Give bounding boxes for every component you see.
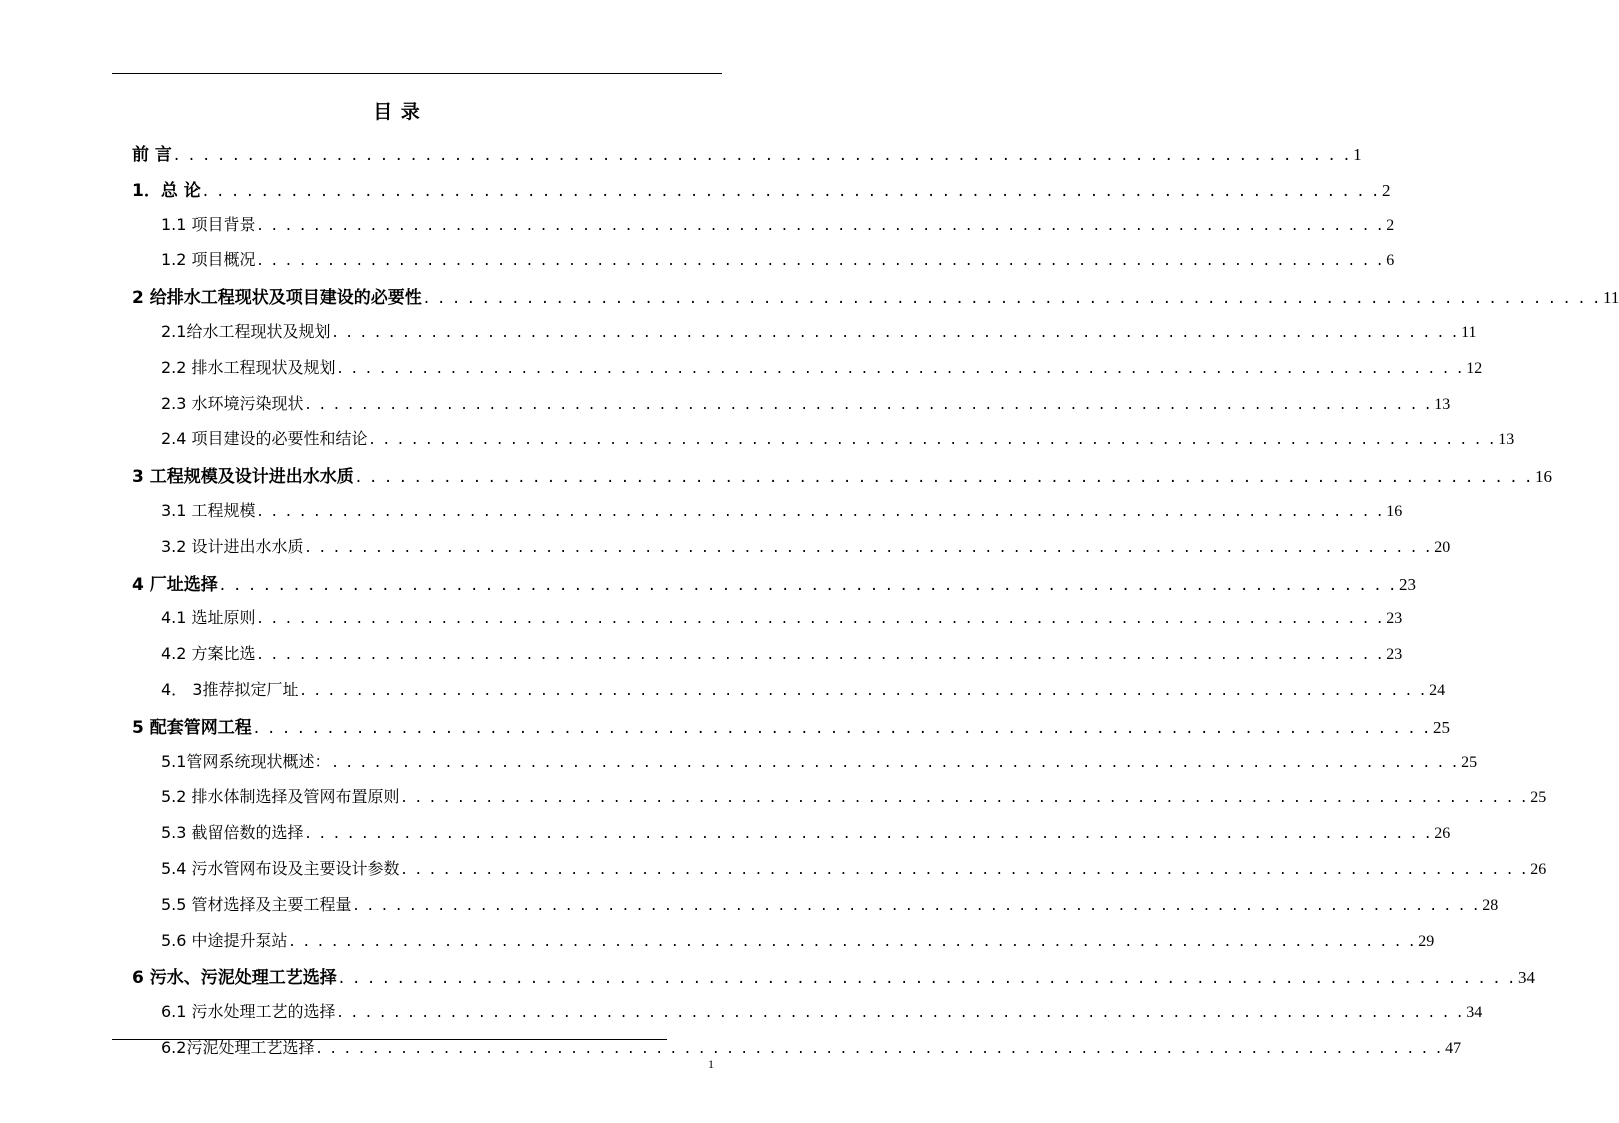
toc-entry[interactable] — [161, 677, 1446, 707]
toc-entry-label: 4 厂址选择 — [132, 574, 218, 595]
toc-entry-page: 13 — [1498, 431, 1515, 449]
toc-entry-label: 2.2 排水工程现状及规划 — [161, 357, 336, 377]
toc-entry-label: 1.2 项目概况 — [161, 250, 256, 270]
toc-entry-label: 4.1 选址原则 — [161, 608, 256, 628]
toc-entry-page: 2 — [1386, 216, 1395, 234]
toc-entry-label: 2.1给水工程现状及规划 — [161, 322, 331, 341]
toc-entry-label: 3 工程规模及设计进出水水质 — [132, 467, 354, 488]
toc-entry-page: 11 — [1602, 288, 1619, 308]
toc-entry-label: 5.3 截留倍数的选择 — [161, 823, 304, 843]
toc-entry-page: 23 — [1398, 574, 1416, 594]
toc-entry-page: 20 — [1434, 538, 1451, 556]
toc-leader-dots: . . . . . . . . . . . . . . . . . . . . . . . . . . . . . . . . . . . . . . . . . . . . . . . . . . . . . . . . . . . . . . . . . . . . . . . . . . . . . . . . — [305, 823, 1433, 843]
toc-leader-dots: . . . . . . . . . . . . . . . . . . . . . . . . . . . . . . . . . . . . . . . . . . . . . . . . . . . . . . . . . . . . . . . . . . . . . . . . . . . . . . . . — [316, 1038, 1444, 1057]
toc-entry-label: 6 污水、污泥处理工艺选择 — [132, 968, 337, 989]
toc-entry-page: 26 — [1530, 861, 1547, 878]
toc-entry-page: 29 — [1418, 932, 1435, 950]
toc-leader-dots: . . . . . . . . . . . . . . . . . . . . . . . . . . . . . . . . . . . . . . . . . . . . . . . . . . . . . . . . . . . . . . . . . . . . . . . . . . . . . . . . — [337, 357, 1465, 377]
toc-entry-page: 25 — [1461, 753, 1478, 771]
toc-entry-label: 5.6 中途提升泵站 — [161, 930, 288, 950]
toc-entry[interactable] — [132, 570, 1416, 600]
toc-entry[interactable] — [161, 212, 1395, 242]
footer-rule — [112, 1039, 667, 1040]
toc-entry[interactable] — [161, 355, 1483, 385]
toc-entry-label: 2 给排水工程现状及项目建设的必要性 — [132, 288, 422, 309]
toc-leader-dots: . . . . . . . . . . . . . . . . . . . . . . . . . . . . . . . . . . . . . . . . . . . . . . . . . . . . . . . . . . . . . . . . . . . . . . . . . . . . . . . . — [369, 429, 1497, 449]
toc-leader-dots: . . . . . . . . . . . . . . . . . . . . . . . . . . . . . . . . . . . . . . . . . . . . . . . . . . . . . . . . . . . . . . . . . . . . . . . . . . . . . . . . — [401, 859, 1529, 878]
toc-entry[interactable] — [161, 784, 1547, 814]
toc-entry-label: 4.2 方案比选 — [161, 644, 256, 664]
toc-entry-label: 5.1管网系统现状概述： — [161, 751, 331, 771]
toc-leader-dots: . . . . . . . . . . . . . . . . . . . . . . . . . . . . . . . . . . . . . . . . . . . . . . . . . . . . . . . . . . . . . . . . . . . . . . . . . . . . . . . . — [338, 968, 1516, 989]
toc-entry-page: 16 — [1386, 503, 1403, 520]
toc-leader-dots: . . . . . . . . . . . . . . . . . . . . . . . . . . . . . . . . . . . . . . . . . . . . . . . . . . . . . . . . . . . . . . . . . . . . . . . . . . . . . . . . — [219, 574, 1397, 595]
toc-entry-label: 2.3 水环境污染现状 — [161, 393, 304, 413]
toc-entry[interactable] — [132, 462, 1552, 492]
toc-leader-dots: . . . . . . . . . . . . . . . . . . . . . . . . . . . . . . . . . . . . . . . . . . . . . . . . . . . . . . . . . . . . . . . . . . . . . . . . . . . . . . . . — [337, 1002, 1465, 1022]
toc-entry[interactable] — [161, 856, 1547, 886]
toc-entry[interactable] — [161, 749, 1478, 779]
toc-entry-label: 6.1 污水处理工艺的选择 — [161, 1002, 336, 1022]
toc-entry[interactable] — [132, 713, 1450, 743]
toc-entry-label: 5.2 排水体制选择及管网布置原则 — [161, 787, 400, 807]
toc-entry[interactable] — [161, 534, 1451, 564]
toc-leader-dots: . . . . . . . . . . . . . . . . . . . . . . . . . . . . . . . . . . . . . . . . . . . . . . . . . . . . . . . . . . . . . . . . . . . . . . . . . . . . . . . . — [257, 214, 1385, 234]
toc-entry-label: 3.1 工程规模 — [161, 501, 256, 520]
toc-entry-page: 25 — [1432, 717, 1450, 737]
toc-entry-label: 前 言 — [132, 145, 172, 165]
toc-leader-dots: . . . . . . . . . . . . . . . . . . . . . . . . . . . . . . . . . . . . . . . . . . . . . . . . . . . . . . . . . . . . . . . . . . . . . . . . . . . . . . . . — [202, 180, 1380, 201]
toc-entry[interactable] — [161, 319, 1477, 349]
toc-entry[interactable] — [161, 641, 1403, 671]
toc-entry-label: 3.2 设计进出水水质 — [161, 536, 304, 556]
toc-entry-label: 5.4 污水管网布设及主要设计参数 — [161, 859, 400, 878]
toc-entry-page: 23 — [1386, 646, 1403, 664]
toc-entry-page: 34 — [1466, 1004, 1483, 1022]
toc-entry-page: 16 — [1534, 467, 1552, 487]
toc-entry-page: 47 — [1445, 1040, 1462, 1057]
toc-entry[interactable] — [161, 247, 1395, 277]
toc-entry[interactable] — [161, 892, 1499, 922]
toc-entry-page: 13 — [1434, 395, 1451, 413]
toc-entry-page: 23 — [1386, 610, 1403, 628]
toc-leader-dots: . . . . . . . . . . . . . . . . . . . . . . . . . . . . . . . . . . . . . . . . . . . . . . . . . . . . . . . . . . . . . . . . . . . . . . . . . . . . . . . . — [305, 536, 1433, 556]
toc-entry-page: 12 — [1466, 359, 1483, 377]
toc-entry-label: 5 配套管网工程 — [132, 717, 252, 738]
toc-entry-page: 25 — [1530, 789, 1547, 807]
toc-leader-dots: . . . . . . . . . . . . . . . . . . . . . . . . . . . . . . . . . . . . . . . . . . . . . . . . . . . . . . . . . . . . . . . . . . . . . . . . . . . . . . . . — [257, 644, 1385, 664]
toc-entry-page: 11 — [1461, 324, 1477, 341]
toc-entry-page: 6 — [1386, 252, 1395, 270]
toc-entry-page: 24 — [1429, 682, 1446, 699]
toc-entry[interactable] — [132, 140, 1362, 170]
toc-leader-dots: . . . . . . . . . . . . . . . . . . . . . . . . . . . . . . . . . . . . . . . . . . . . . . . . . . . . . . . . . . . . . . . . . . . . . . . . . . . . . . . . — [423, 288, 1601, 309]
toc-leader-dots: . . . . . . . . . . . . . . . . . . . . . . . . . . . . . . . . . . . . . . . . . . . . . . . . . . . . . . . . . . . . . . . . . . . . . . . . . . . . . . . . — [300, 680, 1428, 699]
toc-entry[interactable] — [161, 391, 1451, 421]
toc-leader-dots: . . . . . . . . . . . . . . . . . . . . . . . . . . . . . . . . . . . . . . . . . . . . . . . . . . . . . . . . . . . . . . . . . . . . . . . . . . . . . . . . — [253, 717, 1431, 738]
toc-leader-dots: . . . . . . . . . . . . . . . . . . . . . . . . . . . . . . . . . . . . . . . . . . . . . . . . . . . . . . . . . . . . . . . . . . . . . . . . . . . . . . . . — [332, 322, 1460, 341]
toc-leader-dots: . . . . . . . . . . . . . . . . . . . . . . . . . . . . . . . . . . . . . . . . . . . . . . . . . . . . . . . . . . . . . . . . . . . . . . . . . . . . . . . . — [353, 894, 1481, 914]
toc-entry-label: 4． 3推荐拟定厂址 — [161, 680, 299, 699]
toc-entry-page: 1 — [1353, 145, 1362, 164]
toc-entry-page: 28 — [1482, 896, 1499, 914]
toc-entry-label: 1.1 项目背景 — [161, 214, 256, 234]
toc-entry[interactable] — [132, 176, 1391, 206]
toc-leader-dots: . . . . . . . . . . . . . . . . . . . . . . . . . . . . . . . . . . . . . . . . . . . . . . . . . . . . . . . . . . . . . . . . . . . . . . . . . . . . . . . . — [305, 393, 1433, 413]
toc-entry-label: 5.5 管材选择及主要工程量 — [161, 894, 352, 914]
toc-entry-page: 26 — [1434, 825, 1451, 843]
toc-entry-label: 1．总 论 — [132, 180, 201, 201]
toc-title: 目 录 — [373, 101, 421, 123]
toc-entry-page: 34 — [1517, 968, 1535, 988]
toc-entry[interactable] — [161, 426, 1515, 456]
toc-leader-dots: . . . . . . . . . . . . . . . . . . . . . . . . . . . . . . . . . . . . . . . . . . . . . . . . . . . . . . . . . . . . . . . . . . . . . . . . . . . . . . . . — [289, 930, 1417, 950]
page-number: 1 — [708, 1057, 714, 1071]
toc-leader-dots: . . . . . . . . . . . . . . . . . . . . . . . . . . . . . . . . . . . . . . . . . . . . . . . . . . . . . . . . . . . . . . . . . . . . . . . . . . . . . . . . — [257, 501, 1385, 520]
toc-leader-dots: . . . . . . . . . . . . . . . . . . . . . . . . . . . . . . . . . . . . . . . . . . . . . . . . . . . . . . . . . . . . . . . . . . . . . . . . . . . . . . . . — [332, 751, 1460, 771]
toc-entry[interactable] — [161, 498, 1403, 528]
toc-leader-dots: . . . . . . . . . . . . . . . . . . . . . . . . . . . . . . . . . . . . . . . . . . . . . . . . . . . . . . . . . . . . . . . . . . . . . . . . . . . . . . . . — [355, 467, 1533, 488]
toc-entry[interactable] — [161, 999, 1483, 1029]
toc-entry[interactable] — [161, 928, 1435, 958]
toc-entry-label: 6.2污泥处理工艺选择 — [161, 1038, 315, 1057]
toc-entry-label: 2.4 项目建设的必要性和结论 — [161, 429, 368, 449]
toc-entry-page: 2 — [1381, 180, 1391, 200]
toc-leader-dots: . . . . . . . . . . . . . . . . . . . . . . . . . . . . . . . . . . . . . . . . . . . . . . . . . . . . . . . . . . . . . . . . . . . . . . . . . . . . . . . . — [401, 787, 1529, 807]
toc-leader-dots: . . . . . . . . . . . . . . . . . . . . . . . . . . . . . . . . . . . . . . . . . . . . . . . . . . . . . . . . . . . . . . . . . . . . . . . . . . . . . . . . — [257, 608, 1385, 628]
toc-entry[interactable] — [161, 820, 1451, 850]
toc-leader-dots: . . . . . . . . . . . . . . . . . . . . . . . . . . . . . . . . . . . . . . . . . . . . . . . . . . . . . . . . . . . . . . . . . . . . . . . . . . . . . . . . — [173, 145, 1352, 165]
toc-entry[interactable] — [161, 605, 1403, 635]
toc-leader-dots: . . . . . . . . . . . . . . . . . . . . . . . . . . . . . . . . . . . . . . . . . . . . . . . . . . . . . . . . . . . . . . . . . . . . . . . . . . . . . . . . — [257, 250, 1385, 270]
toc-entry[interactable] — [132, 963, 1535, 993]
toc-entry[interactable] — [132, 283, 1619, 313]
